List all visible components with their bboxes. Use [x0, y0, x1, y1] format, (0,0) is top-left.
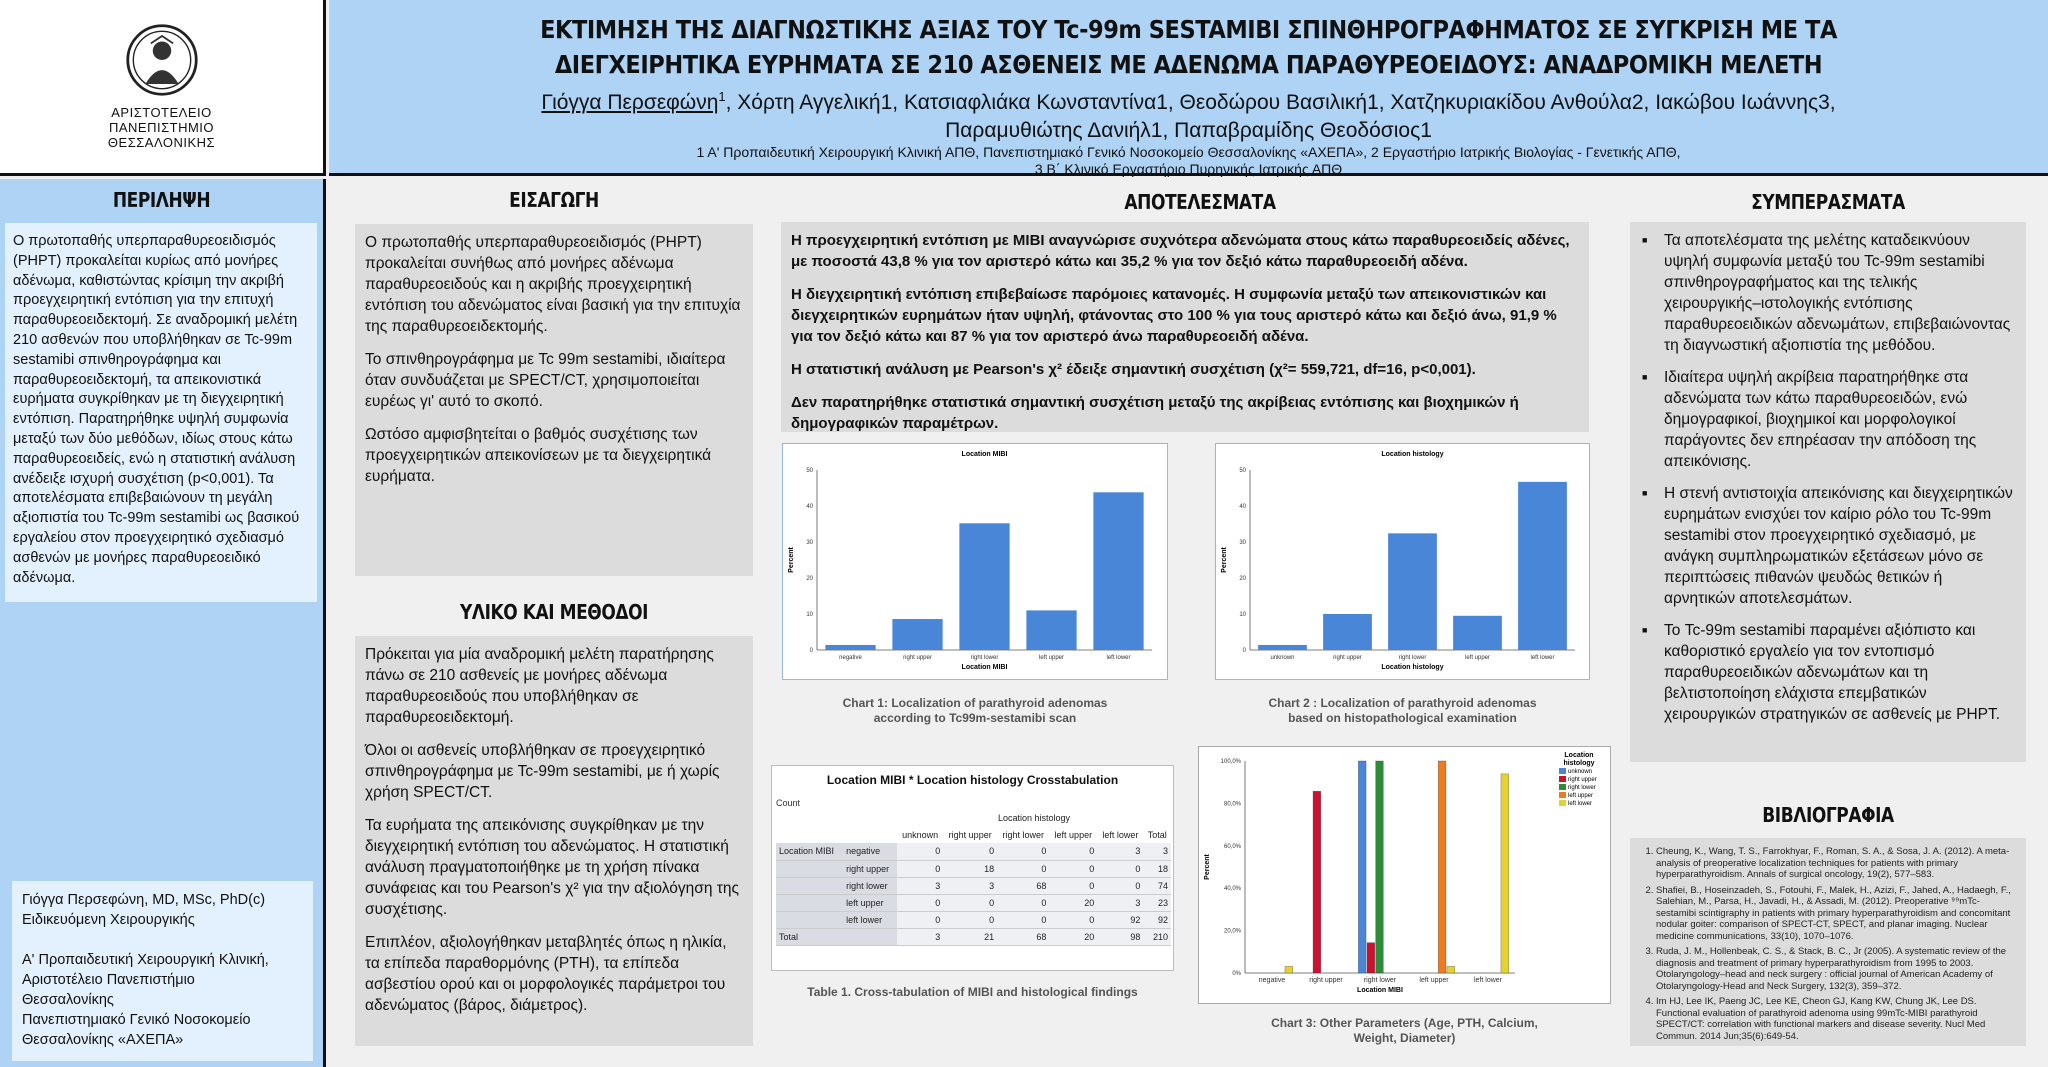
affiliation-line-2: 3 Β΄ Κλινικό Εργαστήριο Πυρηνικής Ιατρικής ΑΠΘ: [1034, 161, 1343, 177]
crosstab-cell: 3: [1143, 843, 1171, 860]
x-tick-label: right upper: [1333, 655, 1362, 661]
logo-box: [0, 0, 326, 176]
x-axis-label: Location MIBI: [1357, 987, 1403, 994]
legend-title: Location: [1564, 752, 1594, 759]
bibliography-list: [1638, 846, 2018, 1042]
crosstab-cell: 18: [1143, 860, 1171, 877]
bar: [1501, 774, 1509, 973]
crosstab-row-group: [776, 860, 843, 877]
x-axis-label: Location histology: [1381, 664, 1444, 671]
legend-swatch: [1559, 768, 1566, 774]
author-clinic-1: Α' Προπαιδευτική Χειρουργική Κλινική,: [22, 952, 269, 968]
crosstab-cell: 3: [1097, 843, 1143, 860]
crosstab-cell: 98: [1097, 928, 1143, 945]
legend-swatch: [1559, 784, 1566, 790]
x-tick-label: negative: [839, 655, 862, 661]
x-tick-label: left lower: [1530, 655, 1555, 661]
crosstab-row-group: [776, 911, 843, 928]
methods-title: ΥΛΙΚΟ ΚΑΙ ΜΕΘΟΔΟΙ: [459, 600, 649, 624]
intro-panel: [355, 224, 753, 576]
bar: [1447, 966, 1455, 973]
x-axis-label: Location MIBI: [961, 664, 1008, 671]
crosstab-box: [771, 765, 1174, 971]
poster-header: [329, 0, 2048, 176]
crosstab-cell: 0: [897, 843, 943, 860]
university-name: ΑΡΙΣΤΟΤΕΛΕΙΟ ΠΑΝΕΠΙΣΤΗΜΙΟ ΘΕΣΣΑΛΟΝΙΚΗΣ: [107, 105, 216, 150]
x-tick-label: negative: [1258, 977, 1286, 984]
methods-paragraph: Επιπλέον, αξιολογήθηκαν μεταβλητές όπως η ηλικία, τα επίπεδα παραθορμόνης (PTH), τα επίπεδα ασβεστίου ορού και οι μορφολογικές παράμετροι του αδενώματος (βάρος, διάμετρος).: [365, 934, 727, 1014]
crosstab-row-group: [776, 894, 843, 911]
results-paragraph: Η προεγχειρητική εντόπιση με MIBI αναγνώρισε συχνότερα αδενώματα στους κάτω παραθυρεοειδείς αδένες, με ποσοστά 43,8 % για τον αριστερό κάτω και 35,2 % για τον δεξιό κάτω παραθυρεοειδή αδένα.: [791, 232, 1570, 270]
author-hospital-2: Θεσσαλονίκης «ΑΧΕΠΑ»: [22, 1032, 184, 1048]
affiliation-line-1: 1 Α' Προπαιδευτική Χειρουργική Κλινική ΑΠΘ, Πανεπιστημιακό Γενικό Νοσοκομείο Θεσσαλονίκης «ΑΧΕΠΑ», 2 Εργαστήριο Ιατρικής Βιολογίας - Γενετικής ΑΠΘ,: [696, 144, 1681, 160]
conclusion-item: ■ Το Tc-99m sestamibi παραμένει αξιόπιστο και καθοριστικό εργαλείο για τον εντοπισμό παραθυρεοειδικών αδενωμάτων και τη βελτιστοποίηση ελάχιστα επεμβατικών χειρουργικών στρατηγικών σε ασθενείς με PHPT.: [1642, 620, 2014, 725]
left-column: [0, 179, 326, 1067]
crosstab-title: Location MIBI * Location histology Crosstabulation: [826, 773, 1119, 787]
crosstab-row: [776, 911, 1171, 928]
author-clinic-3: Θεσσαλονίκης: [22, 992, 114, 1008]
bar: [1258, 645, 1307, 650]
legend-swatch: [1559, 792, 1566, 798]
crosstab-cell: 0: [1049, 843, 1097, 860]
y-tick-label: 0%: [1232, 971, 1241, 977]
y-tick-label: 50: [806, 468, 813, 474]
crosstab-cell: 18: [943, 860, 997, 877]
authors-rest: , Χόρτη Αγγελική1, Κατσιαφλιάκα Κωνσταντίνα1, Θεοδώρου Βασιλική1, Χατζηκυριακίδου Ανθούλα2, Ιακώβου Ιωάννης3,: [725, 91, 1836, 114]
crosstab-row: [776, 928, 1171, 945]
intro-title: ΕΙΣΑΓΩΓΗ: [509, 188, 599, 212]
crosstab-row-label: left upper: [843, 894, 897, 911]
bar: [1323, 614, 1372, 650]
conclusions-panel: [1630, 222, 2026, 762]
crosstab-cell: 92: [1097, 911, 1143, 928]
crosstab-cell: 3: [897, 928, 943, 945]
x-tick-label: left upper: [1464, 655, 1491, 661]
crosstab-cell: 0: [997, 860, 1049, 877]
y-axis-label: Percent: [1204, 854, 1211, 880]
crosstab-cell: 210: [1143, 928, 1171, 945]
y-tick-label: 20: [806, 576, 813, 582]
legend-label: right upper: [1568, 777, 1597, 783]
legend-title: histology: [1563, 760, 1595, 767]
crosstab-cell: 0: [943, 843, 997, 860]
first-author: Γιόγγα Περσεφώνη: [541, 91, 719, 114]
chart-title: Location histology: [1381, 451, 1444, 458]
bar: [1358, 761, 1366, 973]
crosstab-cell: 0: [1097, 860, 1143, 877]
crosstab-row: [776, 877, 1171, 894]
bar: [1376, 761, 1384, 973]
crosstab-group-header: Location histology: [997, 812, 1071, 823]
intro-paragraph: Το σπινθηρογράφημα με Tc 99m sestamibi, ιδιαίτερα όταν συνδυάζεται με SPECT/CT, χρησιμοποιείται ευρέως γι' αυτό το σκοπό.: [365, 351, 726, 410]
bar: [1367, 943, 1375, 973]
y-tick-label: 50: [1239, 468, 1246, 474]
intro-paragraph: Ο πρωτοπαθής υπερπαραθυρεοειδισμός (PHPT) προκαλείται συνήθως από μονήρες αδένωμα παραθυρεοειδούς και η ακριβής προεγχειρητική εντόπιση του αδενώματος είναι βασική για την επιτυχία της παραθυρεοειδεκτομής.: [365, 234, 741, 335]
legend-swatch: [1559, 776, 1566, 782]
crosstab-row: [776, 894, 1171, 911]
author-name: Γιόγγα Περσεφώνη, MD, MSc, PhD(c): [22, 892, 266, 908]
crosstab-cell: 92: [1143, 911, 1171, 928]
results-title: ΑΠΟΤΕΛΕΣΜΑΤΑ: [1124, 190, 1276, 214]
y-axis-label: Percent: [788, 547, 795, 573]
abstract-text: Ο πρωτοπαθής υπερπαραθυρεοειδισμός (PHPT) προκαλείται κυρίως από μονήρες αδένωμα, καθιστώντας κρίσιμη την ακριβή προεγχειρητική εντόπιση για την επιτυχή παραθυρεοειδεκτομή. Σε αναδρομική μελέτη 210 ασθενών που υποβλήθηκαν σε Tc-99m sestamibi σπινθηρογράφημα και παραθυρεοειδεκτομή, τα απεικονιστικά ευρήματα συγκρίθηκαν με τη διεγχειρητική εντόπιση. Παρατηρήθηκε υψηλή συμφωνία μεταξύ των δύο μεθόδων, ιδίως στους κάτω παραθυρεοειδείς, ενώ η στατιστική ανάλυση ανέδειξε ισχυρή συσχέτιση (p<0,001). Τα αποτελέσματα επιβεβαιώνουν τη μεγάλη αξιοπιστία του Tc-99m sestamibi ως βασικού εργαλείου στον προεγχειρητικό σχεδιασμό ασθενών με μονήρες παραθυρεοειδικό αδένωμα.: [5, 223, 317, 602]
crosstab-row-group: Location MIBI: [776, 843, 843, 860]
bar: [1093, 492, 1143, 650]
crosstab-column-header: unknown: [902, 829, 939, 840]
crosstab-cell: 0: [897, 860, 943, 877]
authors-line-1: Γιόγγα Περσεφώνη$^1$, Χόρτη Αγγελική1, Κατσιαφλιάκα Κωνσταντίνα1, Θεοδώρου Βασιλική1, Χατζηκυριακίδου Ανθούλα2, Ιακώβου Ιωάννης3,: [541, 89, 1836, 114]
author-role: Ειδικευόμενη Χειρουργικής: [22, 912, 195, 928]
author-hospital-1: Πανεπιστημιακό Γενικό Νοσοκομείο: [22, 1012, 251, 1028]
crosstab-row-group: Total: [776, 928, 843, 945]
x-tick-label: right lower: [970, 655, 999, 661]
crosstab-cell: 3: [943, 877, 997, 894]
crosstab-row-label: negative: [843, 843, 897, 860]
chart-1-caption: Chart 1: Localization of parathyroid adenomas according to Tc99m-sestamibi scan: [842, 696, 1108, 725]
y-tick-label: 40: [1239, 504, 1246, 510]
crosstab-cell: 68: [997, 877, 1049, 894]
authors-line-2: Παραμυθιώτης Δανιήλ1, Παπαβραμίδης Θεοδόσιος1: [945, 119, 1432, 142]
chart-1-box: [782, 443, 1168, 680]
y-tick-label: 30: [806, 540, 813, 546]
author-info: [12, 881, 313, 1061]
crosstab-cell: 20: [1049, 894, 1097, 911]
bar: [892, 619, 942, 650]
x-tick-label: right lower: [1363, 977, 1397, 984]
y-axis-label: Percent: [1221, 547, 1228, 573]
crosstab-cell: 68: [997, 928, 1049, 945]
crosstab-row-label: right upper: [843, 860, 897, 877]
y-tick-label: 20,0%: [1223, 928, 1241, 935]
chart-title: Location MIBI: [961, 451, 1008, 458]
legend-label: right lower: [1568, 785, 1596, 791]
legend-label: left upper: [1568, 793, 1594, 799]
bibliography-item: 1. Cheung, K., Wang, T. S., Farrokhyar, F., Roman, S. A., & Sosa, J. A. (2012). A meta-analysis of preoperative localization techniques for patients with primary hyperparathyroidism. Annals of surgical oncology, 19(2), 577–583.: [1656, 846, 2018, 881]
bibliography-item: 3. Ruda, J. M., Hollenbeak, C. S., & Stack, B. C., Jr (2005). A systematic review of the diagnosis and treatment of primary hyperparathyroidism from 1995 to 2003. Otolaryngology–head and neck surgery : official journal of American Academy of Otolaryngology-Head and Neck Surgery, 132(3), 359–372.: [1656, 946, 2018, 992]
crosstab-cell: 0: [997, 911, 1049, 928]
y-tick-label: 0: [1242, 648, 1246, 654]
bar: [825, 645, 875, 650]
y-tick-label: 10: [1239, 612, 1246, 618]
crosstab-cell: 0: [897, 911, 943, 928]
crosstab-cell: 23: [1143, 894, 1171, 911]
crosstab-row-group: [776, 877, 843, 894]
bibliography-item: 2. Shafiei, B., Hoseinzadeh, S., Fotouhi, F., Malek, H., Azizi, F., Jahed, A., Hadaegh, F., Salehian, M., Parsa, H., Javadi, H., & Assadi, M. (2012). Preoperative ⁹⁹mTc-sestamibi scintigraphy in patients with primary hyperparathyroidism and concomitant nodular goiter: comparison of SPECT-CT, SPECT, and planar imaging. Nuclear medicine communications, 33(10), 1070–1076.: [1656, 885, 2018, 943]
crosstab-cell: 0: [997, 843, 1049, 860]
crosstab-row: [776, 860, 1171, 877]
crosstab-cell: 74: [1143, 877, 1171, 894]
crosstab-row-label: right lower: [843, 877, 897, 894]
conclusions-title: ΣΥΜΠΕΡΑΣΜΑΤΑ: [1751, 190, 1905, 214]
bar: [1313, 791, 1321, 973]
x-tick-label: right upper: [903, 655, 932, 661]
conclusions-list: [1642, 230, 2014, 725]
crosstab-column-header: right upper: [948, 829, 992, 840]
abstract-title: ΠΕΡΙΛΗΨΗ: [112, 188, 211, 212]
crosstab-cell: 0: [1097, 877, 1143, 894]
conclusion-item: ■ Η στενή αντιστοιχία απεικόνισης και διεγχειρητικών ευρημάτων ενισχύει τον καίριο ρόλο του Tc-99m sestamibi στον προεγχειρητικό σχεδιασμό, με ανάγκη συμπληρωματικών εξετάσεων μόνο σε περιπτώσεις πιθανών ψευδώς θετικών ή αρνητικών αποτελεσμάτων.: [1642, 483, 2014, 609]
y-tick-label: 80,0%: [1223, 801, 1241, 808]
bibliography-title: ΒΙΒΛΙΟΓΡΑΦΙΑ: [1762, 803, 1894, 827]
crosstab-cell: 3: [1097, 894, 1143, 911]
x-tick-label: left upper: [1038, 655, 1065, 661]
bar: [1388, 533, 1437, 650]
crosstab-row-label: left lower: [843, 911, 897, 928]
crosstab-table: [776, 809, 1171, 946]
bar: [959, 523, 1009, 650]
crosstab-row: [776, 843, 1171, 860]
chart-1: [783, 444, 1167, 679]
x-tick-label: left lower: [1473, 977, 1503, 984]
bar: [1453, 616, 1502, 650]
y-tick-label: 30: [1239, 540, 1246, 546]
y-tick-label: 0: [809, 648, 813, 654]
x-tick-label: unknown: [1270, 655, 1295, 661]
author-clinic-2: Αριστοτέλειο Πανεπιστήμιο: [22, 972, 195, 988]
conclusion-item: ■ Τα αποτελέσματα της μελέτης καταδεικνύουν υψηλή συμφωνία μεταξύ του Tc-99m sestamibi σπινθηρογραφήματος και της τελικής χειρουργικής–ιστολογικής εντόπισης παραθυρεοειδικών αδενωμάτων, επιβεβαιώνοντας τη διαγνωστική αξιοπιστία της μεθόδου.: [1642, 230, 2014, 356]
crosstab-cell: 0: [943, 911, 997, 928]
bar: [1285, 966, 1293, 973]
legend-swatch: [1559, 800, 1566, 806]
methods-paragraph: Πρόκειται για μία αναδρομική μελέτη παρατήρησης πάνω σε 210 ασθενείς με μονήρες αδένωμα παραθυρεοειδούς που υποβλήθηκαν σε παραθυρεοειδεκτομή.: [365, 646, 714, 726]
results-paragraph: Δεν παρατηρήθηκε στατιστικά σημαντική συσχέτιση μεταξύ της ακρίβειας εντόπισης και βιοχημικών ή δημογραφικών παραμέτρων.: [791, 394, 1519, 432]
university-seal-icon: [125, 23, 199, 97]
crosstab-cell: 0: [997, 894, 1049, 911]
crosstab-cell: 21: [943, 928, 997, 945]
results-paragraph: Η στατιστική ανάλυση με Pearson's χ² έδειξε σημαντική συσχέτιση (χ²= 559,721, df=16, p<0,001).: [791, 361, 1476, 378]
x-tick-label: right upper: [1309, 977, 1343, 984]
crosstab-cell: 0: [897, 894, 943, 911]
crosstab-cell: 0: [943, 894, 997, 911]
chart-3-caption: Chart 3: Other Parameters (Age, PTH, Calcium, Weight, Diameter): [1271, 1016, 1538, 1045]
crosstab-column-header: right lower: [1002, 829, 1045, 840]
chart-3: [1199, 747, 1610, 1003]
conclusion-item: ■ Ιδιαίτερα υψηλή ακρίβεια παρατηρήθηκε στα αδενώματα των κάτω παραθυρεοειδών, ενώ δημογραφικοί, βιοχημικοί και μορφολογικοί παράγοντες δεν επηρέασαν την απόδοση της απεικόνισης.: [1642, 367, 2014, 472]
results-panel: [781, 222, 1589, 432]
y-tick-label: 40: [806, 504, 813, 510]
title-line-1: ΕΚΤΙΜΗΣΗ ΤΗΣ ΔΙΑΓΝΩΣΤΙΚΗΣ ΑΞΙΑΣ ΤΟΥ Tc-99m SESTAMIBI ΣΠΙΝΘΗΡΟΓΡΑΦΗΜΑΤΟΣ ΣΕ ΣΥΓΚΡΙΣΗ ΜΕ ΤΑ: [540, 15, 1837, 44]
legend-label: left lower: [1568, 801, 1593, 807]
chart-3-box: [1198, 746, 1611, 1004]
chart-2-box: [1215, 443, 1590, 680]
intro-paragraph: Ωστόσο αμφισβητείται ο βαθμός συσχέτισης των προεγχειρητικών απεικονίσεων με τα διεγχειρητικά ευρήματα.: [365, 426, 712, 485]
x-tick-label: left upper: [1419, 977, 1449, 984]
crosstab-cell: 3: [897, 877, 943, 894]
chart-2: [1216, 444, 1589, 679]
x-tick-label: left lower: [1106, 655, 1131, 661]
y-tick-label: 20: [1239, 576, 1246, 582]
methods-paragraph: Τα ευρήματα της απεικόνισης συγκρίθηκαν με την διεγχειρητική εντόπιση του αδενώματος. Η στατιστική ανάλυση πραγματοποιήθηκε με τη χρήση πίνακα συνάφειας και του Pearson's χ² για την αξιολόγηση της συσχέτισης.: [365, 817, 739, 918]
crosstab-count-label: Count: [776, 798, 801, 808]
y-tick-label: 40,0%: [1223, 886, 1241, 893]
crosstab-column-header: Total: [1147, 829, 1167, 840]
y-tick-label: 10: [806, 612, 813, 618]
crosstab-column-header: left upper: [1054, 829, 1093, 840]
methods-panel: [355, 636, 753, 1046]
crosstab-cell: 0: [1049, 877, 1097, 894]
y-tick-label: 100,0%: [1220, 759, 1241, 765]
bibliography-panel: [1630, 838, 2026, 1046]
crosstab-column-header: left lower: [1102, 829, 1139, 840]
legend-label: unknown: [1568, 769, 1593, 775]
crosstab-cell: 0: [1049, 911, 1097, 928]
x-tick-label: right lower: [1398, 655, 1427, 661]
results-paragraph: Η διεγχειρητική εντόπιση επιβεβαίωσε παρόμοιες κατανομές. Η συμφωνία μεταξύ των απεικονιστικών και διεγχειρητικών ευρημάτων ήταν υψηλή, φτάνοντας στο 100 % για τους αριστερό κάτω και δεξιό άνω, 91,9 % για τον δεξιό κάτω και 87 % για τον αριστερό άνω παραθυρεοειδή αδένα.: [791, 286, 1557, 345]
crosstab-cell: 20: [1049, 928, 1097, 945]
bar: [1518, 482, 1567, 650]
title-line-2: ΔΙΕΓΧΕΙΡΗΤΙΚΑ ΕΥΡΗΜΑΤΑ ΣΕ 210 ΑΣΘΕΝΕΙΣ ΜΕ ΑΔΕΝΩΜΑ ΠΑΡΑΘΥΡΕΟΕΙΔΟΥΣ: ΑΝΑΔΡΟΜΙΚΗ ΜΕΛΕΤΗ: [554, 50, 1823, 79]
table-caption: Table 1. Cross-tabulation of MIBI and histological findings: [807, 985, 1138, 999]
methods-paragraph: Όλοι οι ασθενείς υποβλήθηκαν σε προεγχειρητικό σπινθηρογράφημα με Tc-99m sestamibi, με ή χωρίς χρήση SPECT/CT.: [365, 742, 720, 801]
crosstab-row-label: [843, 928, 897, 945]
y-tick-label: 60,0%: [1223, 843, 1241, 850]
bibliography-item: 4. Im HJ, Lee IK, Paeng JC, Lee KE, Cheon GJ, Kang KW, Chung JK, Lee DS. Functional evaluation of parathyroid adenoma using 99mTc-MIBI parathyroid SPECT/CT: correlation with functional markers and disease severity. Nucl Med Commun. 2014 Jun;35(6):649-54.: [1656, 996, 2018, 1042]
bar: [1438, 761, 1446, 973]
chart-2-caption: Chart 2 : Localization of parathyroid adenomas based on histopathological examination: [1268, 696, 1537, 725]
bar: [1026, 610, 1076, 650]
crosstab-cell: 0: [1049, 860, 1097, 877]
